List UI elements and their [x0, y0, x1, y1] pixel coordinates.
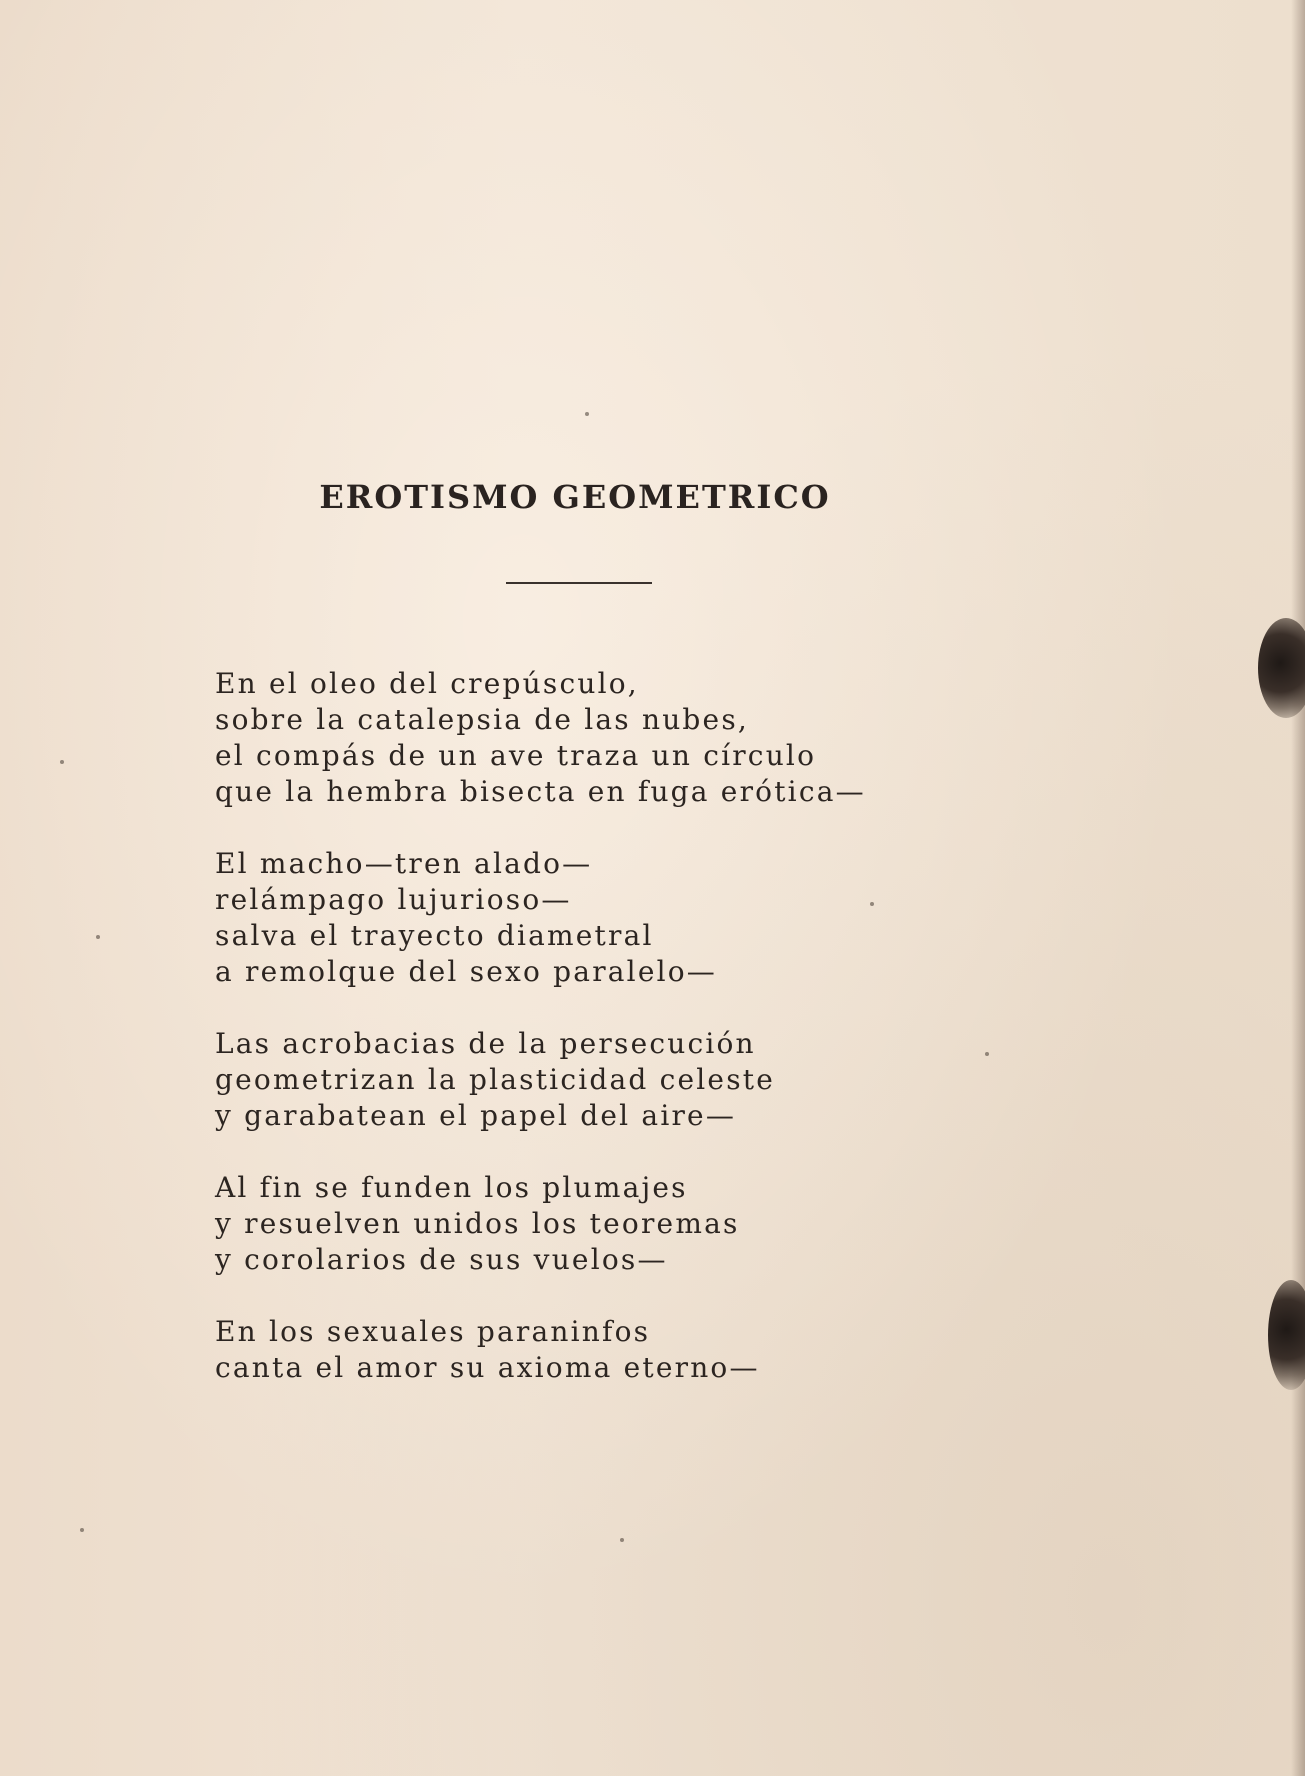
paper-speck	[96, 935, 100, 939]
poem-line: El macho—tren alado—	[215, 847, 593, 880]
title-divider	[506, 582, 652, 584]
poem-line: salva el trayecto diametral	[215, 919, 654, 952]
poem-line: y corolarios de sus vuelos—	[215, 1243, 668, 1276]
paper-speck	[620, 1538, 624, 1542]
poem-line: En el oleo del crepúsculo,	[215, 667, 639, 700]
stanza-2	[215, 846, 1115, 990]
ink-stain-upper	[1258, 618, 1305, 718]
stanza-5	[215, 1314, 1115, 1386]
paper-speck	[60, 760, 64, 764]
poem-line: Al fin se funden los plumajes	[215, 1171, 688, 1204]
poem-line: que la hembra bisecta en fuga erótica—	[215, 775, 866, 808]
poem-line: geometrizan la plasticidad celeste	[215, 1063, 775, 1096]
ink-stain-lower	[1268, 1280, 1305, 1390]
stanza-4	[215, 1170, 1115, 1278]
poem-body	[215, 666, 1115, 1422]
stanza-3	[215, 1026, 1115, 1134]
stanza-1	[215, 666, 1115, 810]
paper-speck	[585, 412, 589, 416]
poem-line: En los sexuales paraninfos	[215, 1315, 651, 1348]
poem-line: canta el amor su axioma eterno—	[215, 1351, 760, 1384]
paper-speck	[80, 1528, 84, 1532]
page-edge-shadow	[1291, 0, 1305, 1776]
poem-title: EROTISMO GEOMETRICO	[319, 478, 831, 516]
poem-line: Las acrobacias de la persecución	[215, 1027, 756, 1060]
poem-line: sobre la catalepsia de las nubes,	[215, 703, 749, 736]
poem-line: y resuelven unidos los teoremas	[215, 1207, 740, 1240]
poem-line: y garabatean el papel del aire—	[215, 1099, 737, 1132]
poem-line: a remolque del sexo paralelo—	[215, 955, 718, 988]
poem-line: el compás de un ave traza un círculo	[215, 739, 817, 772]
poem-line: relámpago lujurioso—	[215, 883, 572, 916]
